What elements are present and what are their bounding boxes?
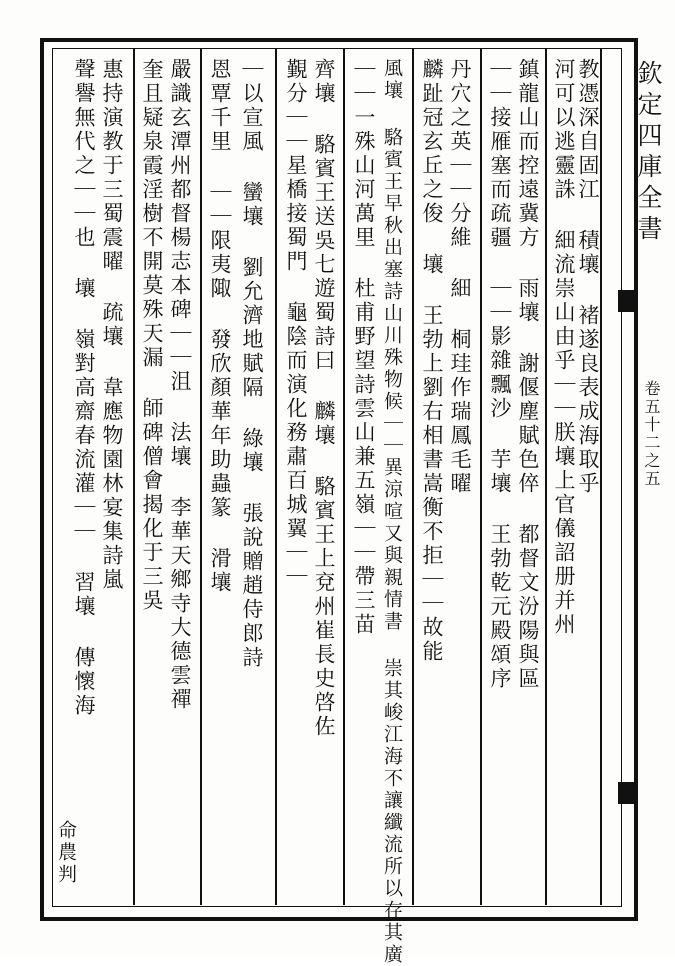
book-title: 欽定四庫全書 bbox=[634, 60, 663, 246]
text-column: 河可以逃靈誅 細流崇山由乎｜｜朕壤上官儀詔册并州 bbox=[552, 58, 576, 637]
fold-tab-top bbox=[618, 290, 638, 312]
column-divider bbox=[200, 48, 202, 905]
text-column: 風壤 駱賓王早秋出塞詩山川殊物候｜｜異涼喧又與親情書 崇其峻江海不讓纖流所以存其廣 bbox=[381, 58, 403, 966]
text-column: 嚴識玄潭州都督楊志本碑｜｜沮 法壤 李華天鄉寺大德雲禪 bbox=[168, 58, 192, 712]
text-column: 惠持演教于三蜀震曜 疏壤 韋應物園林宴集詩嵐 bbox=[100, 58, 124, 592]
text-column: 聲譽無代之｜｜也 壤 嶺對高齋春流灌｜｜ 習壤 傳懷海 bbox=[72, 58, 96, 718]
column-divider bbox=[343, 48, 345, 905]
text-column: ｜｜接雁塞而疏疆 ｜｜影雜飄沙 芋壤 王勃乾元殿頌序 bbox=[488, 58, 512, 691]
text-column: ｜｜一殊山河萬里 杜甫野望詩雲山兼五嶺｜｜帶三苗 bbox=[352, 58, 376, 637]
column-divider bbox=[133, 48, 135, 905]
text-column: 命農判 bbox=[55, 820, 77, 886]
volume-label: 卷五十二之五 bbox=[642, 380, 661, 488]
column-divider bbox=[412, 48, 414, 905]
text-column: 齊壤 駱賓王送吳七遊蜀詩曰 麟壤 駱賓王上兗州崔長史啓佐 bbox=[312, 58, 336, 739]
text-column: 恩覃千里 ｜｜限夷陬 發欣顏華年助蟲篆 滑壤 bbox=[208, 58, 232, 595]
text-column: 丹穴之英｜｜分維 細 桐珪作瑞鳳毛曜 bbox=[448, 58, 472, 496]
column-divider bbox=[275, 48, 277, 905]
text-column: 教憑深自固江 積壤 褚遂良表成海取乎 bbox=[576, 58, 600, 496]
column-divider bbox=[480, 48, 482, 905]
column-divider bbox=[545, 48, 547, 905]
fold-tab-bottom bbox=[618, 782, 638, 804]
text-column: 覲分｜｜星橋接蜀門 龜陰而演化務肅百城翼｜｜ bbox=[284, 58, 308, 589]
text-column: ｜以宣風 蠻壤 劉允濟地賦隔 綠壤 張說贈趙侍郎詩 bbox=[240, 58, 264, 670]
column-divider bbox=[600, 48, 602, 905]
text-column: 奎且疑泉霞淫樹不開莫殊天漏 師碑僧會揭化于三吳 bbox=[140, 58, 164, 613]
text-column: 鎮龍山而控遠冀方 雨壤 謝偃塵賦色倅 都督文汾陽與區 bbox=[516, 58, 540, 691]
text-column: 麟趾冠玄丘之俊 壤 王勃上劉右相書嵩衡不拒｜｜故能 bbox=[420, 58, 444, 664]
